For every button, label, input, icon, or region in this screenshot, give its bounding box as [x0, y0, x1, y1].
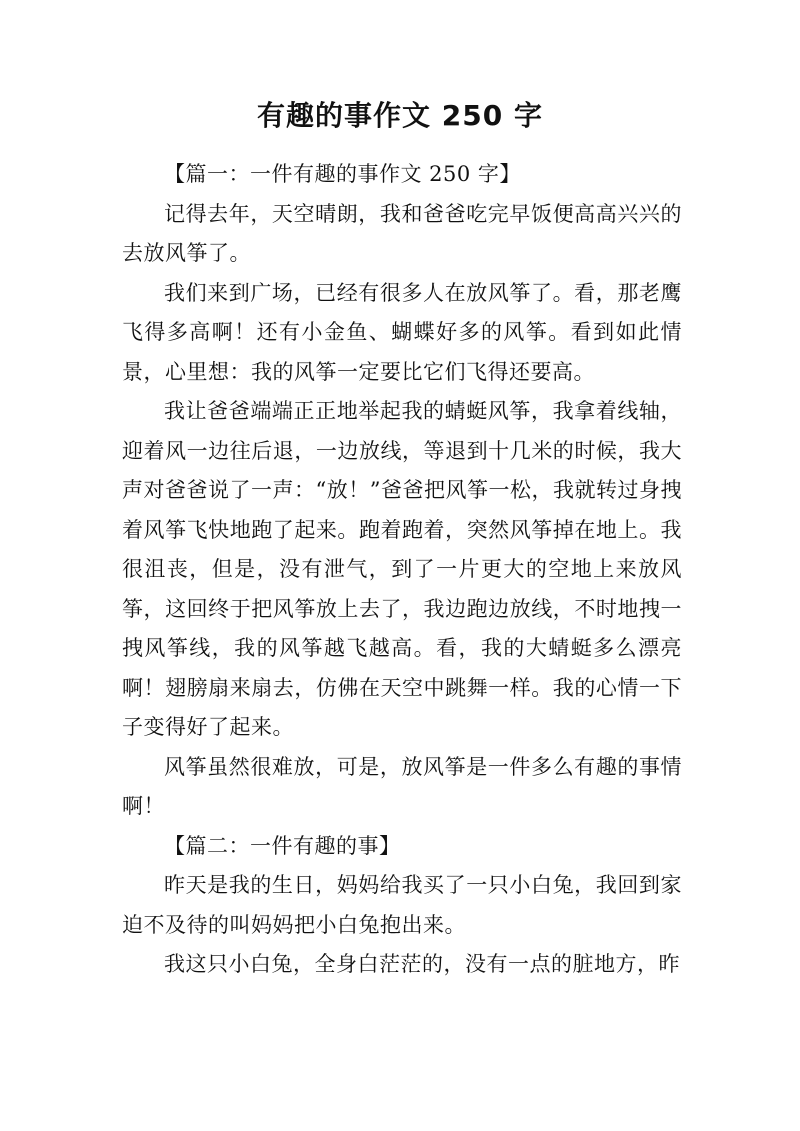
- paragraph: 我这只小白兔，全身白茫茫的，没有一点的脏地方，昨: [164, 952, 680, 976]
- paragraph: 我让爸爸端端正正地举起我的蜻蜓风筝，我拿着线轴，迎着风一边往后退，一边放线，等退到十几米的时候，我大声对爸爸说了一声：“放！”爸爸把风筝一松，我就转过身拽着风筝飞快地跑了起来。跑着跑着，突然风筝掉在地上。我很沮丧，但是，没有泄气，到了一片更大的空地上来放风筝，这回终于把风筝放上去了，我边跑边放线，不时地拽一拽风筝线，我的风筝越飞越高。看，我的大蜻蜓多么漂亮啊！翅膀扇来扇去，仿佛在天空中跳舞一样。我的心情一下子变得好了起来。: [122, 399, 682, 739]
- paragraph: 风筝虽然很难放，可是，放风筝是一件多么有趣的事情啊！: [122, 754, 682, 818]
- paragraph: 昨天是我的生日，妈妈给我买了一只小白兔，我回到家迫不及待的叫妈妈把小白兔抱出来。: [122, 873, 682, 937]
- document-title: 有趣的事作文 250 字: [257, 99, 543, 132]
- paragraph: 我们来到广场，已经有很多人在放风筝了。看，那老鹰飞得多高啊！还有小金鱼、蝴蝶好多的风筝。看到如此情景，心里想：我的风筝一定要比它们飞得还要高。: [122, 280, 682, 384]
- paragraph: 记得去年，天空晴朗，我和爸爸吃完早饭便高高兴兴的去放风筝了。: [122, 201, 682, 265]
- section-heading-2: 【篇二：一件有趣的事】: [164, 833, 401, 858]
- document-body: [122, 155, 682, 985]
- section-heading-1: 【篇一：一件有趣的事作文 250 字】: [164, 162, 521, 186]
